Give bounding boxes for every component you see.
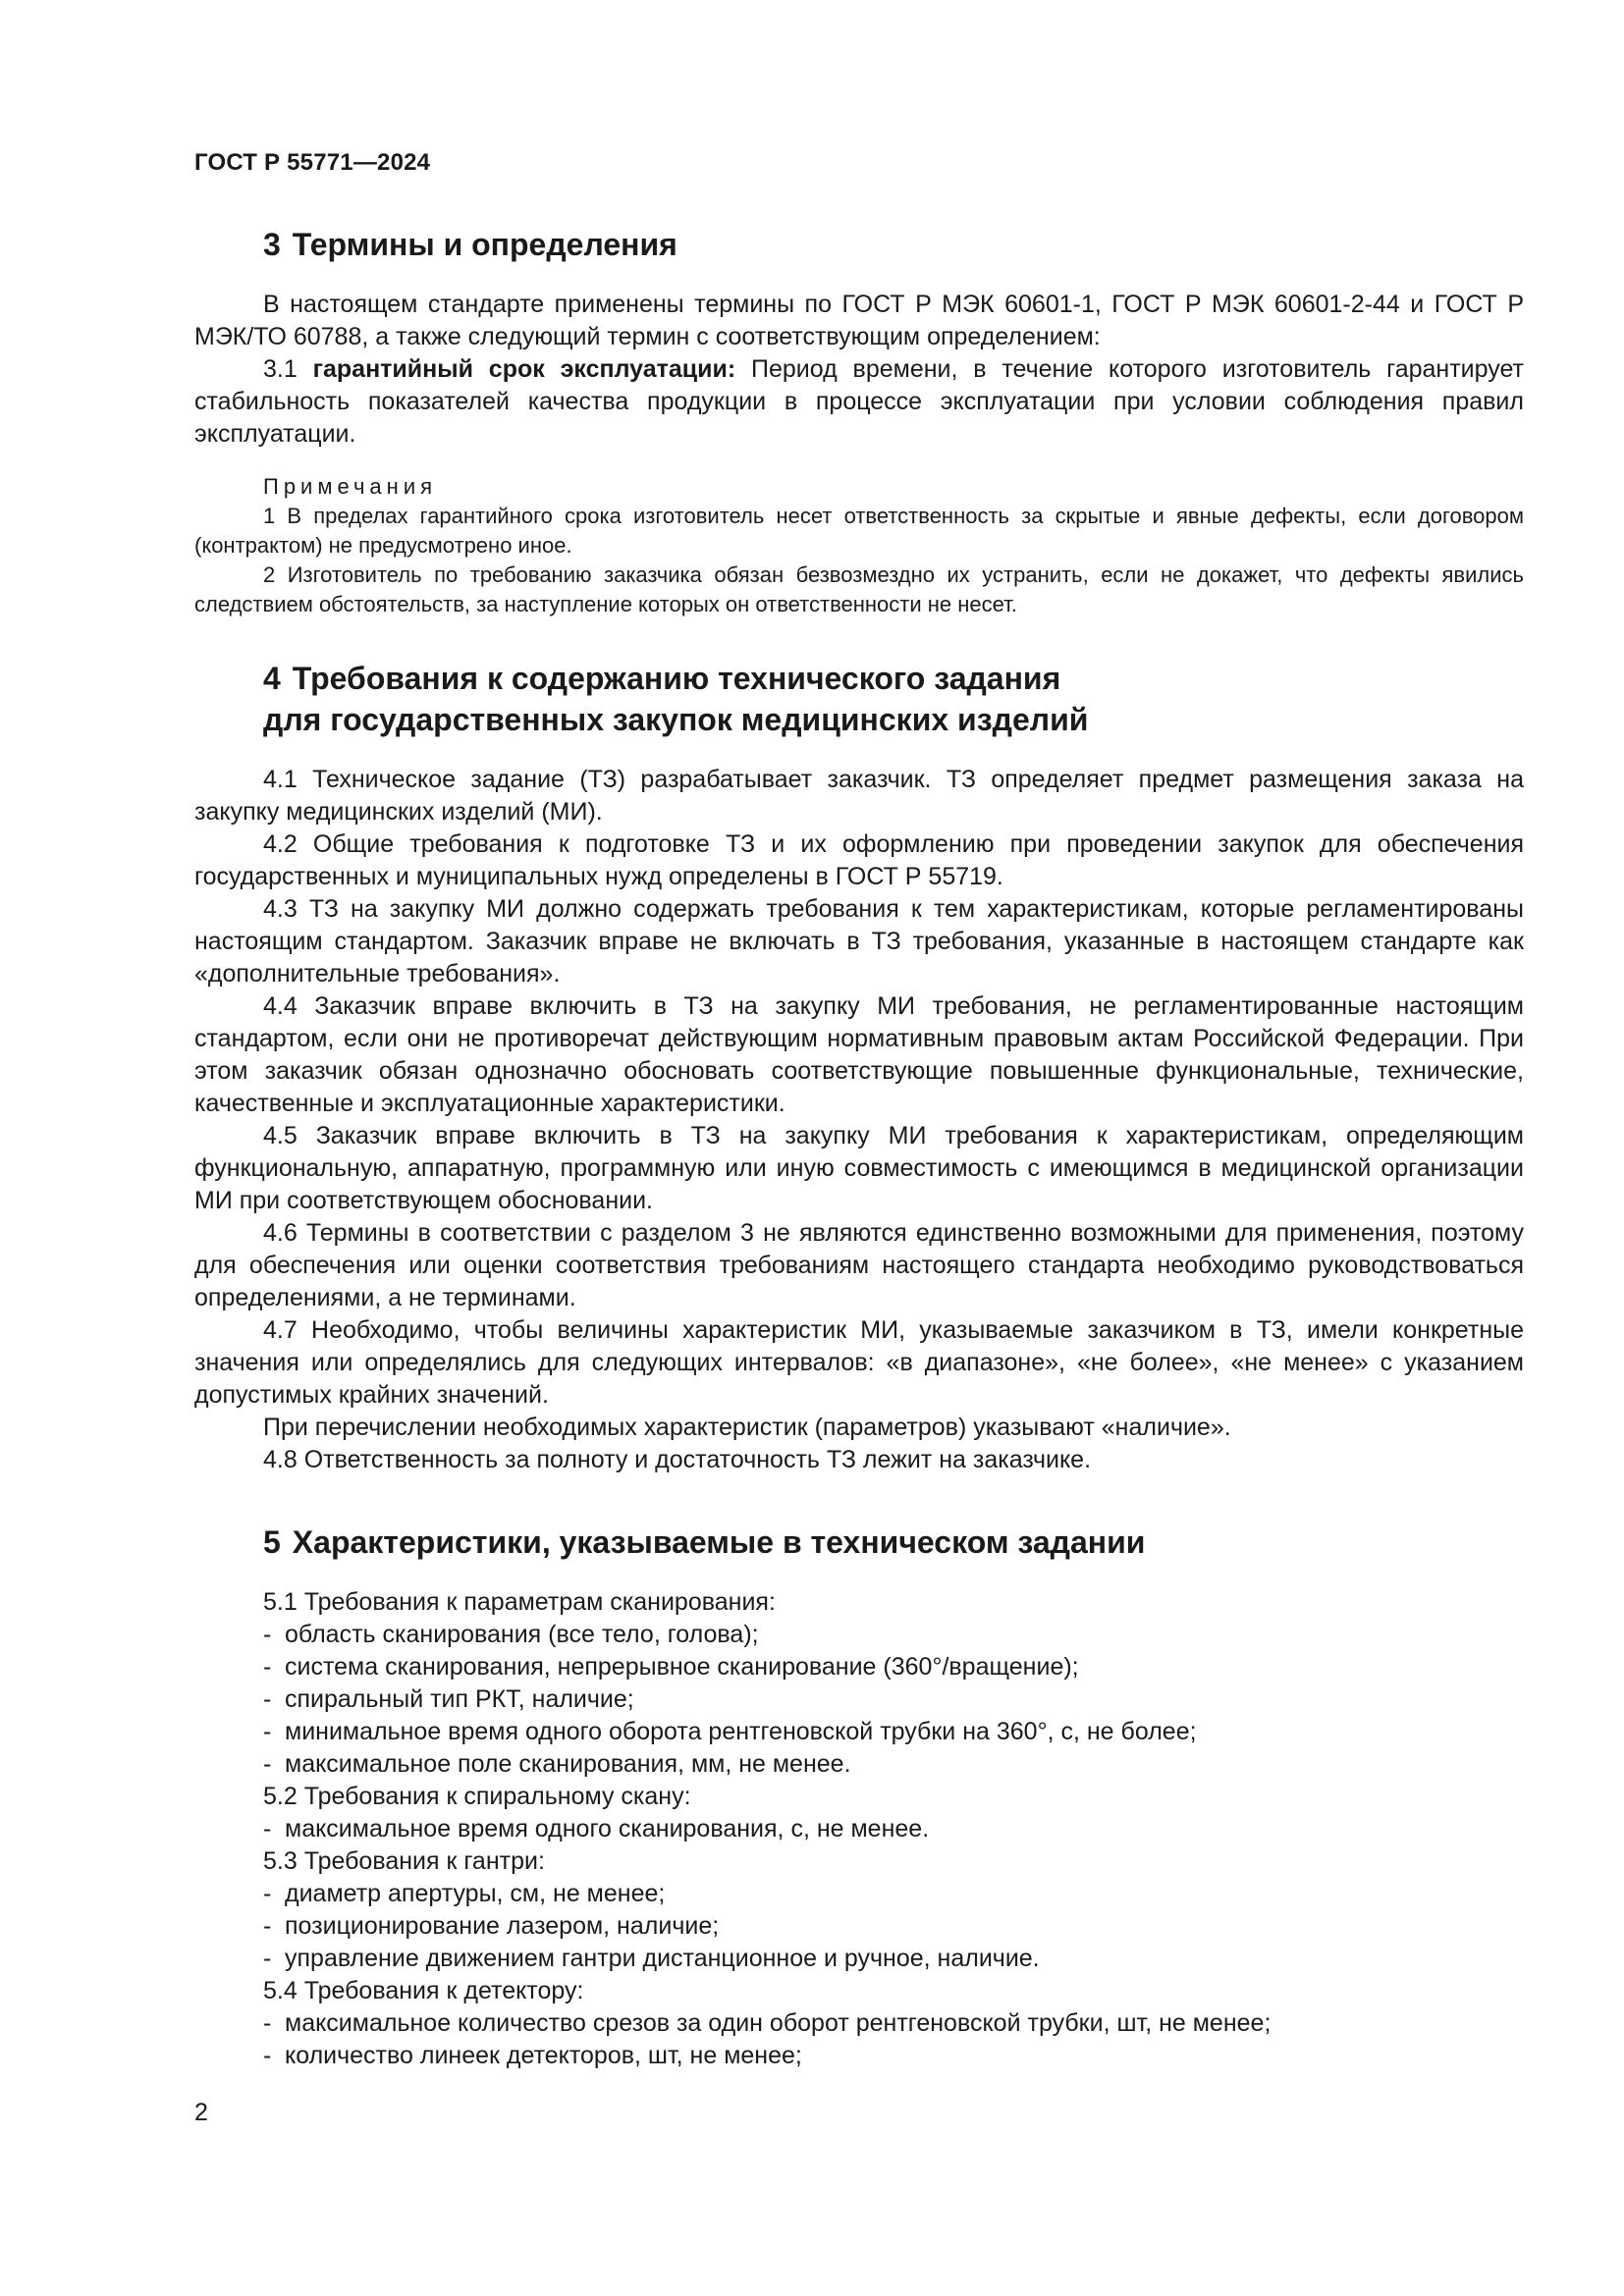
term-definition xyxy=(194,353,1524,451)
list-dash: - xyxy=(263,1621,272,1648)
section-3-title: 3 Термины и определения xyxy=(263,227,677,262)
paragraph-4-6: 4.6 Термины в соответствии с разделом 3 не являются единственно возможными для применения, поэтому для обеспечения или оценки соответствия требованиям настоящего стандарта необходимо руководствоваться определениями, а не терминами. xyxy=(194,1219,1524,1311)
paragraph-4-2: 4.2 Общие требования к подготовке ТЗ и их оформлению при проведении закупок для обеспечения государственных и муниципальных нужд определены в ГОСТ Р 55719. xyxy=(194,830,1524,890)
list-item-text: диаметр апертуры, см, не менее; xyxy=(285,1880,666,1907)
paragraph-4-1: 4.1 Техническое задание (ТЗ) разрабатывает заказчик. ТЗ определяет предмет размещения заказа на закупку медицинских изделий (МИ). xyxy=(194,766,1524,826)
notes-heading: Примечания xyxy=(263,474,438,499)
list-dash: - xyxy=(263,1750,272,1778)
list-item-text: система сканирования, непрерывное сканирование (360°/вращение); xyxy=(285,1653,1079,1681)
list-item xyxy=(194,1910,1524,1943)
term-text: Период времени, в течение которого изготовитель гарантирует стабильность показателей качества продукции в процессе эксплуатации при условии соблюдения правил эксплуатации. xyxy=(194,355,1524,448)
list-item xyxy=(194,1748,1524,1781)
list-dash: - xyxy=(263,1912,272,1940)
list-item-text: количество линеек детекторов, шт, не менее; xyxy=(285,2042,802,2069)
list-item-text: позиционирование лазером, наличие; xyxy=(285,1912,720,1940)
page-number: 2 xyxy=(194,2099,208,2126)
list-item xyxy=(194,1716,1524,1748)
list-dash: - xyxy=(263,1815,272,1842)
list-item-text: максимальное поле сканирования, мм, не менее. xyxy=(285,1750,851,1778)
paragraph-4-8: 4.8 Ответственность за полноту и достаточность ТЗ лежит на заказчике. xyxy=(263,1446,1092,1473)
list-item xyxy=(194,1651,1524,1683)
note-2: 2 Изготовитель по требованию заказчика обязан безвозмездно их устранить, если не докажет, что дефекты явились следствием обстоятельств, за наступление которых он ответственности не несет. xyxy=(194,562,1524,616)
list-item-text: область сканирования (все тело, голова); xyxy=(285,1621,759,1648)
section-5-list xyxy=(194,1586,1524,2072)
list-item xyxy=(194,1683,1524,1716)
subsection-heading: 5.2 Требования к спиральному скану: xyxy=(263,1783,691,1810)
document-code: ГОСТ Р 55771—2024 xyxy=(194,149,431,176)
subsection-heading: 5.1 Требования к параметрам сканирования: xyxy=(263,1588,776,1616)
paragraph-4-7-note: При перечислении необходимых характеристик (параметров) указывают «наличие». xyxy=(263,1414,1231,1441)
list-item xyxy=(194,1813,1524,1845)
list-item xyxy=(194,2040,1524,2072)
list-dash: - xyxy=(263,1653,272,1681)
list-item-text: максимальное время одного сканирования, с, не менее. xyxy=(285,1815,930,1842)
paragraph-4-4: 4.4 Заказчик вправе включить в ТЗ на закупку МИ требования, не регламентированные настоящим стандартом, если они не противоречат действующим нормативным правовым актам Российской Федерации. При этом заказчик обязан однозначно обосновать соответствующие повышенные функциональные, технические, качественные и эксплуатационные характеристики. xyxy=(194,992,1524,1117)
list-dash: - xyxy=(263,1685,272,1713)
note-1: 1 В пределах гарантийного срока изготовитель несет ответственность за скрытые и явные дефекты, если договором (контрактом) не предусмотрено иное. xyxy=(194,504,1524,558)
list-item xyxy=(194,1878,1524,1910)
section-5 xyxy=(194,1522,1524,2072)
list-dash: - xyxy=(263,2009,272,2037)
list-item xyxy=(194,2007,1524,2040)
list-item-text: управление движением гантри дистанционное и ручное, наличие. xyxy=(285,1945,1040,1972)
section-3 xyxy=(194,224,1524,619)
paragraph-4-7: 4.7 Необходимо, чтобы величины характеристик МИ, указываемые заказчиком в ТЗ, имели конкретные значения или определялись для следующих интервалов: «в диапазоне», «не более», «не менее» с указанием допустимых крайних значений. xyxy=(194,1316,1524,1409)
list-item-text: минимальное время одного оборота рентгеновской трубки на 360°, с, не более; xyxy=(285,1718,1197,1745)
list-item xyxy=(194,1943,1524,1975)
list-item xyxy=(194,1619,1524,1651)
section-4 xyxy=(194,658,1524,1476)
section-5-title: 5 Характеристики, указываемые в техническом задании xyxy=(263,1524,1146,1560)
list-dash: - xyxy=(263,1880,272,1907)
term-number: 3.1 xyxy=(263,355,298,383)
list-item-text: спиральный тип РКТ, наличие; xyxy=(285,1685,634,1713)
list-dash: - xyxy=(263,2042,272,2069)
subsection-heading: 5.3 Требования к гантри: xyxy=(263,1847,545,1875)
paragraph-4-5: 4.5 Заказчик вправе включить в ТЗ на закупку МИ требования к характеристикам, определяющим функциональную, аппаратную, программную или иную совместимость с имеющимся в медицинской организации МИ при соответствующем обосновании. xyxy=(194,1122,1524,1214)
term-name: гарантийный срок эксплуатации: xyxy=(312,355,736,383)
paragraph-4-3: 4.3 ТЗ на закупку МИ должно содержать требования к тем характеристикам, которые регламентированы настоящим стандартом. Заказчик вправе не включать в ТЗ требования, указанные в настоящем стандарте как «дополнительные требования». xyxy=(194,895,1524,988)
section-4-title: 4 Требования к содержанию технического задания для государственных закупок медицинских изделий xyxy=(263,661,1089,737)
list-dash: - xyxy=(263,1718,272,1745)
list-item-text: максимальное количество срезов за один оборот рентгеновской трубки, шт, не менее; xyxy=(285,2009,1272,2037)
subsection-heading: 5.4 Требования к детектору: xyxy=(263,1977,584,2004)
list-dash: - xyxy=(263,1945,272,1972)
section-3-intro: В настоящем стандарте применены термины по ГОСТ Р МЭК 60601-1, ГОСТ Р МЭК 60601-2-44 и ГОСТ Р МЭК/ТО 60788, а также следующий термин с соответствующим определением: xyxy=(194,291,1524,350)
